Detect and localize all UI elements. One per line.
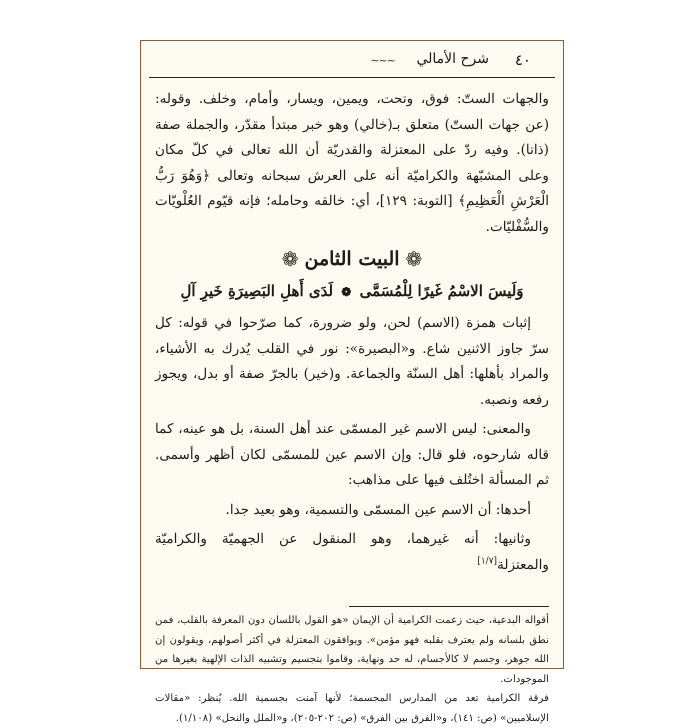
header-ornament-icon: ~~∽ xyxy=(370,54,395,67)
body-text xyxy=(155,87,549,582)
paragraph-meaning: والمعنى: ليس الاسم غير المسمّى عند أهل السنة، بل هو عينه، كما قاله شارحوه، فلو قال: وإن الاسم عين للمسمّى لكان أظهر وأسمى. ثم المسألة اختُلف فيها على مذاهب: xyxy=(155,421,549,488)
footnote-text: فرقة الكرامية تعد من المدارس المجسمة؛ لأنها آمنت بجسمية الله. يُنظر: «مقالات الإسلاميين» (ص: ١٤١)، و«الفرق بين الفرق» (ص: ٢٠٢-٢٠٥)، و«الملل والنحل» (١/١٠٨). xyxy=(155,693,549,724)
paragraph-second-view-text: وثانيها: أنه غيرهما، وهو المنقول عن الجهميّة والكراميّة والمعتزلة xyxy=(155,531,549,573)
verse-second-hemistich: لَدَى أَهلِ البَصِيرَةِ خَيرِ آلِ xyxy=(180,282,334,300)
flower-ornament-icon: ❁ xyxy=(405,247,423,271)
paragraph-first-view: أحدها: أن الاسم عين المسمّى والتسمية، وهو بعيد جدا. xyxy=(225,501,531,518)
verse-line xyxy=(155,278,549,305)
footnote-marker: [١/٧] xyxy=(477,555,498,566)
verse-separator-icon: ❁ xyxy=(341,285,352,299)
footnote-text: أقواله البدعية، حيث زعمت الكرامية أن الإيمان «هو القول باللسان دون المعرفة بالقلب، فمن نطق بلسانه ولم يعترف بقلبه فهو مؤمن». ويوافقون المعتزلة في أكثر أصولهم، ويقولون إن الله جوهر، وجسم لا كالأجسام، له حد ونهاية، وقاموا بتجسيم وتشبيه الذات الإلهية بغيرها من الموجودات. xyxy=(155,615,549,685)
footnotes xyxy=(155,611,549,728)
paragraph-explanation: إثبات همزة (الاسم) لحن، ولو ضرورة، كما صرّحوا في قوله: كل سرّ جاوز الاثنين شاع. و«البصيرة»: نور في القلب يُدرك به الأشياء، والمراد بأهلها: أهل السنّة والجماعة. و(خير) بالجرّ صفة أو بدل، ويجوز رفعه ونصبه. xyxy=(155,315,549,408)
footnote-rule xyxy=(349,606,549,607)
paragraph-directions: والجهات الستّ: فوق، وتحت، ويمين، ويسار، وأمام، وخلف. وقوله: (عن جهات الستّ) متعلق بـ(خالي) وهو خبر مبتدأ مقدّر، والجملة صفة (ذاتا). وفيه ردّ على المعتزلة والقدريّة أن الله تعالى في كلّ مكان وعلى المشبّهة والكراميّة أنه على العرش سبحانه وتعالى ﴿وَهُوَ رَبُّ الْعَرْشِ الْعَظِيمِ﴾ [التوبة: ١٢٩]، أي: خالقه وحامله؛ فإنه قيّوم العُلْويّات والسُّفْليّات. xyxy=(155,91,549,235)
section-heading-row xyxy=(155,244,549,274)
page-header xyxy=(151,49,553,75)
header-rule xyxy=(149,77,555,78)
verse-first-hemistich: وَلَيسَ الاسْمُ غَيرًا لِلْمُسَمَّى xyxy=(359,282,524,300)
paragraph-second-view xyxy=(155,527,549,578)
flower-ornament-icon: ❁ xyxy=(281,247,299,271)
running-title: شرح الأمالي xyxy=(416,51,489,67)
section-heading: البيت الثامن xyxy=(304,248,400,270)
page-number: ٤٠ xyxy=(514,51,531,69)
book-page xyxy=(140,40,564,724)
